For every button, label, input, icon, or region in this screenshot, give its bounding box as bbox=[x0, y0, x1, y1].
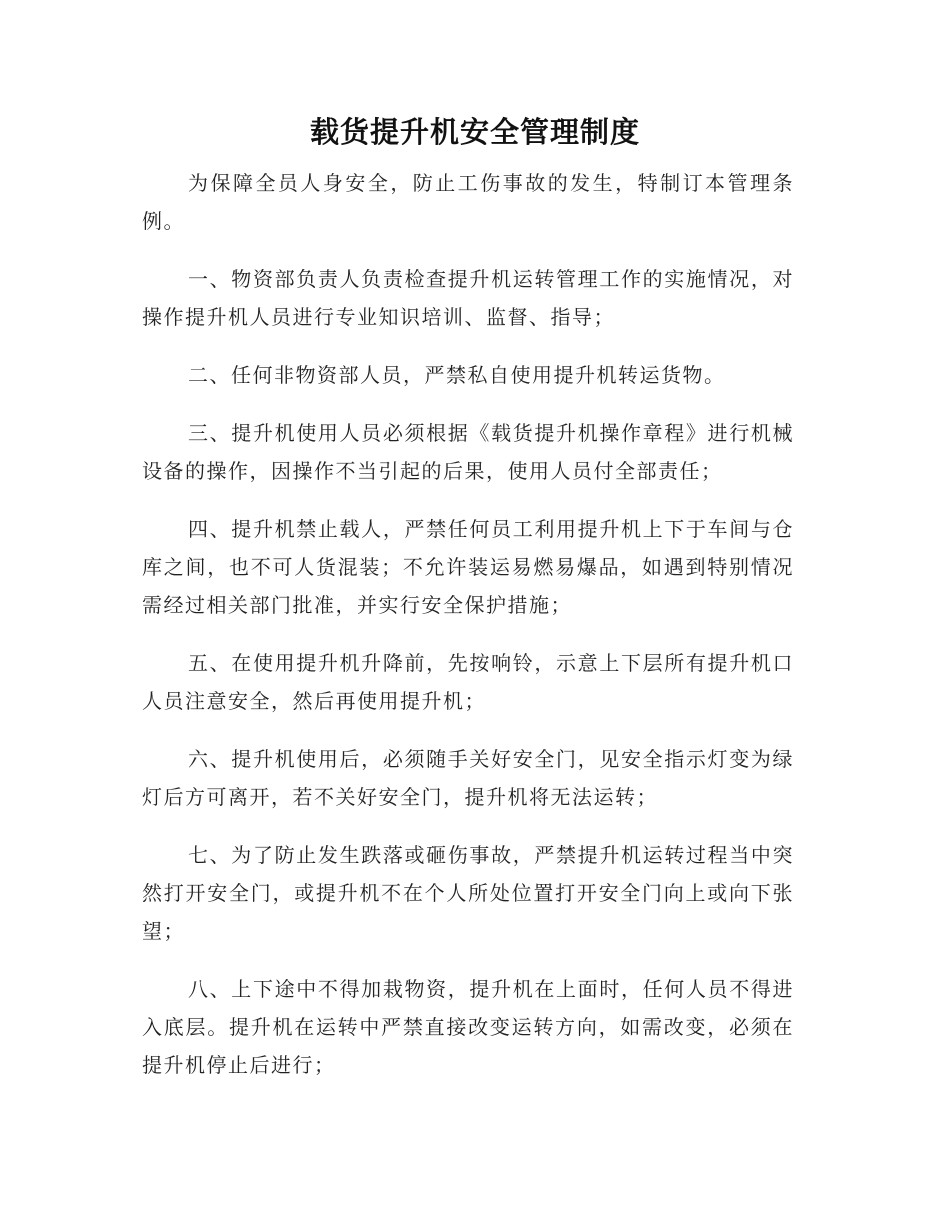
document-title: 载货提升机安全管理制度 bbox=[309, 115, 640, 149]
paragraph-rule-5: 五、在使用提升机升降前，先按响铃，示意上下层所有提升机口人员注意安全，然后再使用提升机； bbox=[142, 651, 794, 713]
paragraph-rule-1: 一、物资部负责人负责检查提升机运转管理工作的实施情况，对操作提升机人员进行专业知识培训、监督、指导； bbox=[142, 267, 794, 329]
paragraph-rule-3: 三、提升机使用人员必须根据《载货提升机操作章程》进行机械设备的操作，因操作不当引起的后果，使用人员付全部责任； bbox=[142, 421, 794, 483]
paragraph-rule-6: 六、提升机使用后，必须随手关好安全门，见安全指示灯变为绿灯后方可离开，若不关好安全门，提升机将无法运转； bbox=[142, 747, 794, 809]
paragraph-rule-8: 八、上下途中不得加栽物资，提升机在上面时，任何人员不得进入底层。提升机在运转中严禁直接改变运转方向，如需改变，必须在提升机停止后进行； bbox=[142, 977, 794, 1077]
paragraph-intro: 为保障全员人身安全，防止工伤事故的发生，特制订本管理条例。 bbox=[142, 171, 794, 233]
paragraph-rule-2: 二、任何非物资部人员，严禁私自使用提升机转运货物。 bbox=[188, 363, 726, 387]
paragraph-rule-4: 四、提升机禁止载人，严禁任何员工利用提升机上下于车间与仓库之间，也不可人货混装；不允许装运易燃易爆品，如遇到特别情况需经过相关部门批准，并实行安全保护措施； bbox=[142, 517, 794, 617]
paragraph-rule-7: 七、为了防止发生跌落或砸伤事故，严禁提升机运转过程当中突然打开安全门，或提升机不在个人所处位置打开安全门向上或向下张望； bbox=[142, 843, 794, 943]
document-body bbox=[142, 164, 794, 1104]
